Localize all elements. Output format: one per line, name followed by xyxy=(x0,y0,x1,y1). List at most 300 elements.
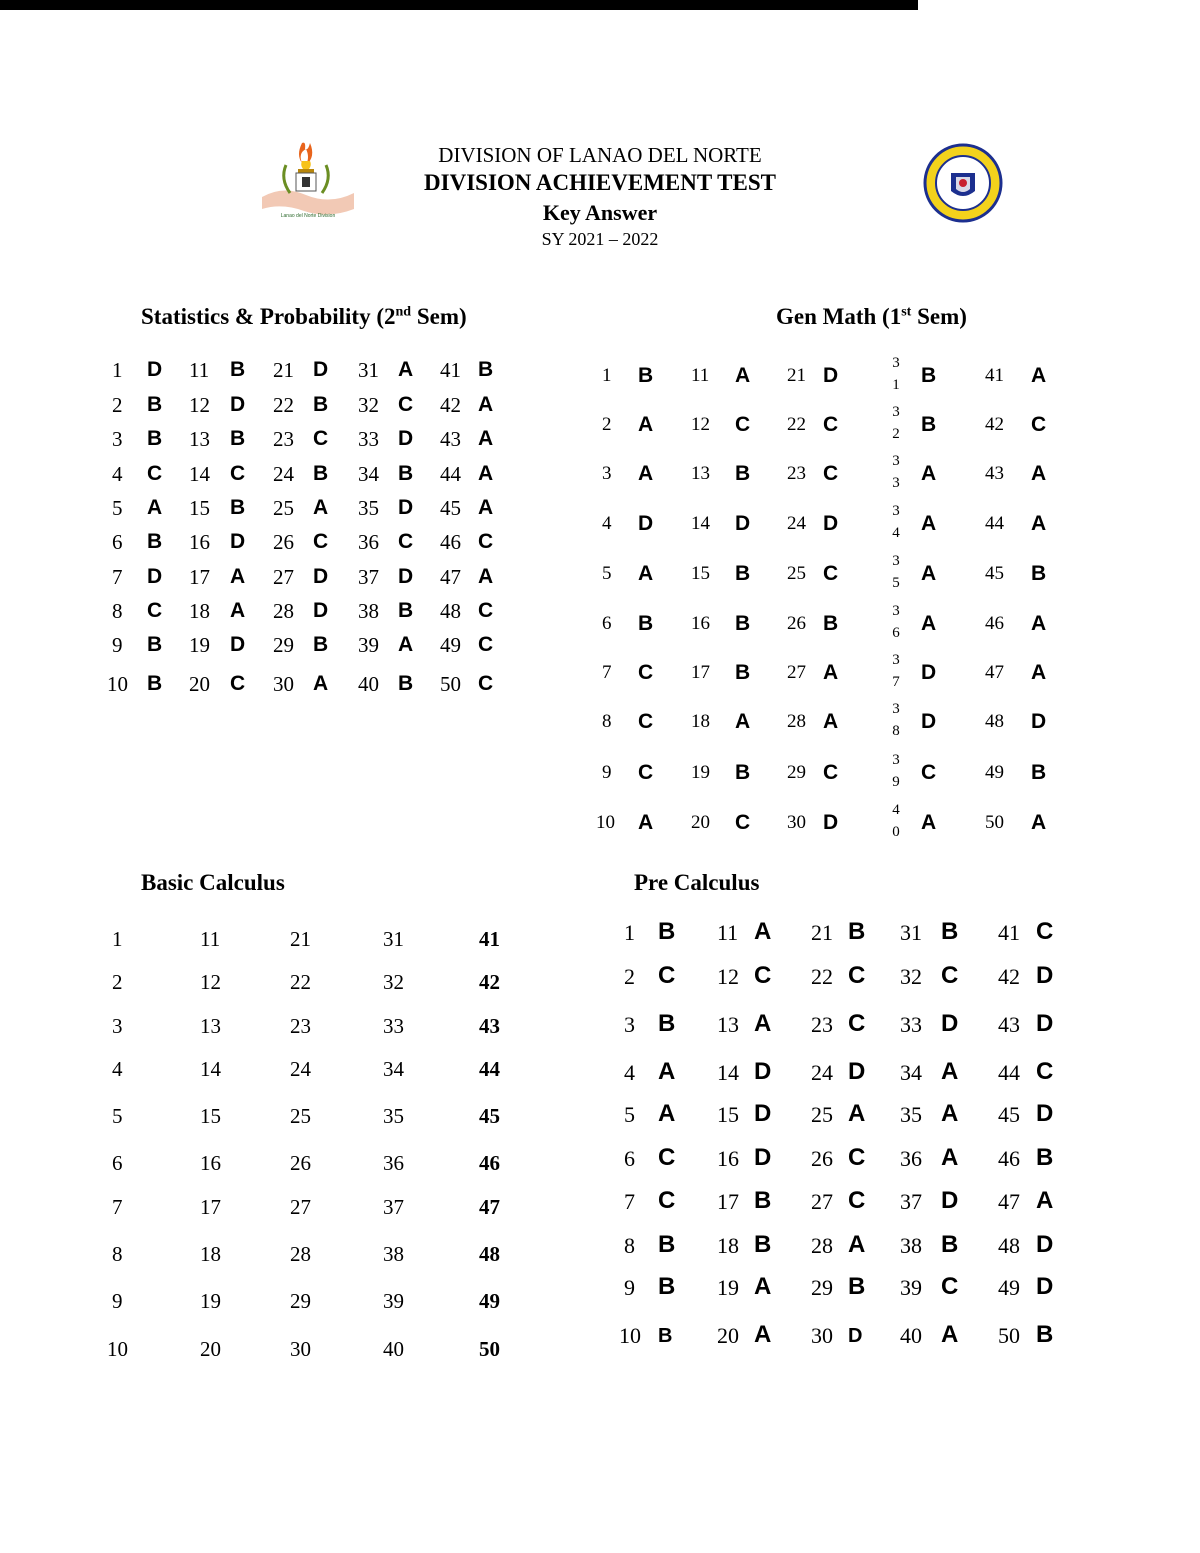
gen-math-answer: B xyxy=(823,612,839,635)
pre-calc-title: Pre Calculus xyxy=(634,870,760,895)
gen-math-answer: A xyxy=(638,413,654,436)
school-year: SY 2021 – 2022 xyxy=(541,229,659,249)
stat-prob-title xyxy=(141,304,467,330)
stat-prob-question-number: 36 xyxy=(358,530,379,554)
stat-prob-answer: C xyxy=(398,393,414,416)
basic-calc-question-number: 17 xyxy=(200,1195,221,1219)
stat-prob-question-number: 25 xyxy=(273,496,294,520)
pre-calc-answer: D xyxy=(941,1010,959,1037)
pre-calc-question-number: 50 xyxy=(998,1323,1020,1348)
gen-math-answer: C xyxy=(638,661,654,684)
stat-prob-question-number: 20 xyxy=(189,672,210,696)
stat-prob-question-number: 31 xyxy=(358,358,379,382)
basic-calc-question-number: 32 xyxy=(383,970,404,994)
gen-math-answer: D xyxy=(921,710,937,733)
basic-calc-question-number: 43 xyxy=(479,1014,500,1038)
pre-calc-answer: D xyxy=(848,1325,863,1347)
gen-math-question-number: 5 xyxy=(602,563,612,584)
stat-prob-answer: B xyxy=(398,462,414,485)
gen-math-question-number: 3 5 xyxy=(892,553,900,591)
pre-calc-question-number: 43 xyxy=(998,1012,1020,1037)
stat-prob-question-number: 7 xyxy=(112,565,123,589)
stat-prob-answer: B xyxy=(147,393,163,416)
gen-math-question-number: 48 xyxy=(985,711,1004,732)
basic-calc-question-number: 29 xyxy=(290,1289,311,1313)
pre-calc-answer: B xyxy=(1036,1144,1054,1171)
pre-calc-question-number: 11 xyxy=(717,920,739,945)
pre-calc-answer: C xyxy=(658,1144,676,1171)
pre-calc-answer: D xyxy=(754,1144,772,1171)
basic-calc-question-number: 50 xyxy=(479,1337,500,1361)
pre-calc-question-number: 38 xyxy=(900,1233,922,1258)
basic-calc-question-number: 42 xyxy=(479,970,500,994)
basic-calc-question-number: 44 xyxy=(479,1057,500,1081)
gen-math-answer: B xyxy=(735,562,751,585)
pre-calc-answer: B xyxy=(754,1231,772,1258)
pre-calc-answer: C xyxy=(848,1187,866,1214)
stat-prob-answer: D xyxy=(313,358,329,381)
basic-calc-question-number: 23 xyxy=(290,1014,311,1038)
pre-calc-answer: D xyxy=(1036,1100,1054,1127)
pre-calc-answer: A xyxy=(754,1273,772,1300)
gen-math-answer: A xyxy=(823,661,839,684)
pre-calc-answer: A xyxy=(754,1010,772,1037)
pre-calc-answer: C xyxy=(848,1144,866,1171)
gen-math-question-number: 45 xyxy=(985,563,1004,584)
stat-prob-answer: B xyxy=(313,462,329,485)
header-rule xyxy=(0,0,918,10)
stat-prob-question-number: 12 xyxy=(189,393,210,417)
pre-calc-question-number: 42 xyxy=(998,964,1020,989)
stat-prob-answer: B xyxy=(313,393,329,416)
pre-calc-question-number: 3 xyxy=(624,1012,635,1037)
gen-math-answer: C xyxy=(823,413,839,436)
gen-math-question-number: 11 xyxy=(691,365,710,386)
gen-math-title-text: Gen Math (1 xyxy=(776,304,902,329)
pre-calc-question-number: 49 xyxy=(998,1275,1020,1300)
gen-math-question-number: 13 xyxy=(691,463,710,484)
pre-calc-question-number: 45 xyxy=(998,1102,1020,1127)
basic-calc-question-number: 48 xyxy=(479,1242,500,1266)
stat-prob-answer: C xyxy=(478,599,494,622)
stat-prob-question-number: 23 xyxy=(273,427,294,451)
gen-math-question-number: 29 xyxy=(787,762,806,783)
basic-calc-question-number: 24 xyxy=(290,1057,311,1081)
gen-math-answer: C xyxy=(735,811,751,834)
pre-calc-answer: D xyxy=(1036,962,1054,989)
stat-prob-answer: D xyxy=(313,565,329,588)
gen-math-answer: C xyxy=(823,562,839,585)
pre-calc-question-number: 10 xyxy=(619,1323,641,1348)
gen-math-question-number: 21 xyxy=(787,365,806,386)
stat-prob-answer: B xyxy=(398,672,414,695)
gen-math-question-number: 17 xyxy=(691,662,710,683)
stat-prob-answer: A xyxy=(313,496,329,519)
basic-calc-question-number: 20 xyxy=(200,1337,221,1361)
basic-calc-question-number: 18 xyxy=(200,1242,221,1266)
pre-calc-answer: B xyxy=(754,1187,772,1214)
pre-calc-answer: A xyxy=(658,1100,676,1127)
gen-math-answer: B xyxy=(735,761,751,784)
gen-math-question-number: 3 9 xyxy=(892,752,900,790)
basic-calc-question-number: 25 xyxy=(290,1104,311,1128)
basic-calc-question-number: 12 xyxy=(200,970,221,994)
stat-prob-question-number: 13 xyxy=(189,427,210,451)
pre-calc-answer: D xyxy=(1036,1273,1054,1300)
basic-calc-question-number: 1 xyxy=(112,927,123,951)
stat-prob-answer: D xyxy=(230,633,246,656)
pre-calc-answer: B xyxy=(941,1231,959,1258)
basic-calc-question-number: 7 xyxy=(112,1195,123,1219)
basic-calc-question-number: 37 xyxy=(383,1195,404,1219)
pre-calc-answer: A xyxy=(848,1100,866,1127)
gen-math-question-number: 4 xyxy=(602,513,612,534)
gen-math-answer: D xyxy=(823,512,839,535)
gen-math-answer: B xyxy=(735,462,751,485)
basic-calc-question-number: 38 xyxy=(383,1242,404,1266)
pre-calc-question-number: 39 xyxy=(900,1275,922,1300)
stat-prob-question-number: 5 xyxy=(112,496,123,520)
pre-calc-question-number: 5 xyxy=(624,1102,635,1127)
stat-prob-question-number: 42 xyxy=(440,393,461,417)
stat-prob-question-number: 8 xyxy=(112,599,123,623)
gen-math-question-number: 3 xyxy=(602,463,612,484)
stat-prob-answer: B xyxy=(230,358,246,381)
pre-calc-answer: A xyxy=(754,1321,772,1348)
stat-prob-answer: C xyxy=(230,462,246,485)
gen-math-answer: D xyxy=(823,364,839,387)
stat-prob-question-number: 37 xyxy=(358,565,379,589)
pre-calc-answer: C xyxy=(658,1187,676,1214)
pre-calc-answer: A xyxy=(941,1144,959,1171)
stat-prob-answer: C xyxy=(478,530,494,553)
pre-calc-question-number: 19 xyxy=(717,1275,739,1300)
gen-math-answer: A xyxy=(921,612,937,635)
gen-math-answer: A xyxy=(921,811,937,834)
basic-calc-question-number: 31 xyxy=(383,927,404,951)
stat-prob-answer: A xyxy=(147,496,163,519)
stat-prob-answer: D xyxy=(313,599,329,622)
gen-math-answer: A xyxy=(921,462,937,485)
pre-calc-answer: C xyxy=(1036,918,1054,945)
pre-calc-answer: A xyxy=(754,918,772,945)
stat-prob-question-number: 43 xyxy=(440,427,461,451)
gen-math-question-number: 3 6 xyxy=(892,603,900,641)
gen-math-title xyxy=(776,304,967,330)
gen-math-question-number: 19 xyxy=(691,762,710,783)
stat-prob-question-number: 10 xyxy=(107,672,128,696)
pre-calc-question-number: 41 xyxy=(998,920,1020,945)
pre-calc-question-number: 12 xyxy=(717,964,739,989)
gen-math-answer: A xyxy=(1031,512,1047,535)
gen-math-answer: B xyxy=(1031,761,1047,784)
stat-prob-answer: A xyxy=(478,427,494,450)
stat-prob-question-number: 15 xyxy=(189,496,210,520)
pre-calc-question-number: 40 xyxy=(900,1323,922,1348)
gen-math-answer: B xyxy=(921,364,937,387)
stat-prob-answer: B xyxy=(478,358,494,381)
basic-calc-question-number: 8 xyxy=(112,1242,123,1266)
gen-math-question-number: 43 xyxy=(985,463,1004,484)
stat-prob-question-number: 27 xyxy=(273,565,294,589)
pre-calc-question-number: 6 xyxy=(624,1146,635,1171)
gen-math-question-number: 15 xyxy=(691,563,710,584)
gen-math-answer: A xyxy=(1031,612,1047,635)
gen-math-answer: C xyxy=(823,462,839,485)
basic-calc-question-number: 5 xyxy=(112,1104,123,1128)
gen-math-title-end: Sem) xyxy=(911,304,967,329)
gen-math-answer: A xyxy=(1031,661,1047,684)
document-subtitle: Key Answer xyxy=(542,200,658,225)
gen-math-answer: D xyxy=(638,512,654,535)
gen-math-answer: D xyxy=(823,811,839,834)
basic-calc-question-number: 21 xyxy=(290,927,311,951)
gen-math-answer: A xyxy=(638,811,654,834)
stat-prob-answer: A xyxy=(230,599,246,622)
stat-prob-answer: C xyxy=(478,633,494,656)
pre-calc-question-number: 26 xyxy=(811,1146,833,1171)
stat-prob-answer: A xyxy=(478,393,494,416)
pre-calc-answer: C xyxy=(754,962,772,989)
gen-math-question-number: 8 xyxy=(602,711,612,732)
stat-prob-answer: D xyxy=(230,393,246,416)
stat-prob-question-number: 24 xyxy=(273,462,294,486)
gen-math-question-number: 41 xyxy=(985,365,1004,386)
pre-calc-question-number: 33 xyxy=(900,1012,922,1037)
gen-math-answer: B xyxy=(921,413,937,436)
pre-calc-answer: B xyxy=(848,1273,866,1300)
gen-math-question-number: 3 4 xyxy=(892,503,900,541)
stat-prob-question-number: 26 xyxy=(273,530,294,554)
stat-prob-answer: B xyxy=(147,427,163,450)
pre-calc-question-number: 7 xyxy=(624,1189,635,1214)
gen-math-answer: C xyxy=(638,710,654,733)
stat-prob-answer: A xyxy=(230,565,246,588)
stat-prob-answer: A xyxy=(313,672,329,695)
gen-math-answer: B xyxy=(735,612,751,635)
gen-math-answer: B xyxy=(638,364,654,387)
stat-prob-answer: C xyxy=(313,427,329,450)
stat-prob-answer: A xyxy=(398,358,414,381)
gen-math-question-number: 6 xyxy=(602,613,612,634)
gen-math-question-number: 3 7 xyxy=(892,652,900,690)
division-name: DIVISION OF LANAO DEL NORTE xyxy=(438,143,762,167)
pre-calc-answer: D xyxy=(754,1058,772,1085)
basic-calc-question-number: 4 xyxy=(112,1057,123,1081)
pre-calc-question-number: 32 xyxy=(900,964,922,989)
gen-math-answer: A xyxy=(921,562,937,585)
pre-calc-answer: D xyxy=(848,1058,866,1085)
gen-math-answer: A xyxy=(638,562,654,585)
basic-calc-question-number: 16 xyxy=(200,1151,221,1175)
basic-calc-question-number: 15 xyxy=(200,1104,221,1128)
pre-calc-answer: C xyxy=(848,1010,866,1037)
pre-calc-question-number: 4 xyxy=(624,1060,635,1085)
gen-math-question-number: 2 xyxy=(602,414,612,435)
gen-math-title-sup: st xyxy=(901,304,912,320)
pre-calc-question-number: 18 xyxy=(717,1233,739,1258)
gen-math-question-number: 14 xyxy=(691,513,710,534)
pre-calc-answer: C xyxy=(848,962,866,989)
stat-prob-question-number: 14 xyxy=(189,462,210,486)
stat-prob-answer: A xyxy=(478,565,494,588)
stat-prob-answer: B xyxy=(230,496,246,519)
gen-math-question-number: 10 xyxy=(596,812,615,833)
gen-math-answer: A xyxy=(1031,364,1047,387)
stat-prob-question-number: 41 xyxy=(440,358,461,382)
gen-math-answer: A xyxy=(1031,811,1047,834)
gen-math-answer: C xyxy=(735,413,751,436)
pre-calc-answer: D xyxy=(1036,1010,1054,1037)
stat-prob-answer: B xyxy=(230,427,246,450)
basic-calc-question-number: 47 xyxy=(479,1195,500,1219)
stat-prob-question-number: 39 xyxy=(358,633,379,657)
gen-math-answer: C xyxy=(823,761,839,784)
gen-math-answer: B xyxy=(735,661,751,684)
basic-calc-question-number: 35 xyxy=(383,1104,404,1128)
basic-calc-question-number: 46 xyxy=(479,1151,500,1175)
pre-calc-question-number: 24 xyxy=(811,1060,833,1085)
basic-calc-question-number: 34 xyxy=(383,1057,404,1081)
pre-calc-question-number: 28 xyxy=(811,1233,833,1258)
gen-math-question-number: 9 xyxy=(602,762,612,783)
pre-calc-answer: B xyxy=(941,918,959,945)
basic-calc-question-number: 26 xyxy=(290,1151,311,1175)
pre-calc-question-number: 17 xyxy=(717,1189,739,1214)
gen-math-question-number: 25 xyxy=(787,563,806,584)
gen-math-answer: B xyxy=(1031,562,1047,585)
gen-math-answer: B xyxy=(638,612,654,635)
basic-calc-question-number: 14 xyxy=(200,1057,221,1081)
stat-prob-answer: C xyxy=(230,672,246,695)
pre-calc-question-number: 1 xyxy=(624,920,635,945)
basic-calc-question-number: 40 xyxy=(383,1337,404,1361)
gen-math-answer: A xyxy=(638,462,654,485)
pre-calc-answer: C xyxy=(1036,1058,1054,1085)
stat-prob-question-number: 40 xyxy=(358,672,379,696)
gen-math-question-number: 30 xyxy=(787,812,806,833)
document-title: DIVISION ACHIEVEMENT TEST xyxy=(424,170,776,195)
pre-calc-answer: C xyxy=(941,962,959,989)
pre-calc-question-number: 25 xyxy=(811,1102,833,1127)
gen-math-question-number: 49 xyxy=(985,762,1004,783)
gen-math-answer: A xyxy=(1031,462,1047,485)
gen-math-question-number: 42 xyxy=(985,414,1004,435)
stat-prob-question-number: 2 xyxy=(112,393,123,417)
pre-calc-question-number: 21 xyxy=(811,920,833,945)
stat-prob-question-number: 34 xyxy=(358,462,379,486)
stat-prob-title-sup: nd xyxy=(395,304,412,320)
basic-calc-question-number: 6 xyxy=(112,1151,123,1175)
stat-prob-answer: C xyxy=(147,599,163,622)
gen-math-question-number: 23 xyxy=(787,463,806,484)
gen-math-question-number: 16 xyxy=(691,613,710,634)
stat-prob-answer: B xyxy=(313,633,329,656)
stat-prob-title-text: Statistics & Probability (2 xyxy=(141,304,396,329)
logo-caption: Lanao del Norte Division xyxy=(280,213,336,219)
pre-calc-question-number: 14 xyxy=(717,1060,739,1085)
stat-prob-question-number: 35 xyxy=(358,496,379,520)
gen-math-question-number: 3 3 xyxy=(892,453,900,491)
stat-prob-answer: C xyxy=(147,462,163,485)
basic-calc-question-number: 39 xyxy=(383,1289,404,1313)
stat-prob-question-number: 11 xyxy=(189,358,210,382)
pre-calc-question-number: 23 xyxy=(811,1012,833,1037)
pre-calc-question-number: 44 xyxy=(998,1060,1020,1085)
pre-calc-question-number: 34 xyxy=(900,1060,922,1085)
stat-prob-answer: D xyxy=(398,565,414,588)
stat-prob-answer: B xyxy=(147,530,163,553)
stat-prob-question-number: 38 xyxy=(358,599,379,623)
stat-prob-question-number: 32 xyxy=(358,393,379,417)
pre-calc-answer: B xyxy=(1036,1321,1054,1348)
pre-calc-question-number: 37 xyxy=(900,1189,922,1214)
pre-calc-question-number: 47 xyxy=(998,1189,1020,1214)
basic-calc-question-number: 9 xyxy=(112,1289,123,1313)
gen-math-answer: C xyxy=(638,761,654,784)
basic-calc-question-number: 3 xyxy=(112,1014,123,1038)
stat-prob-answer: D xyxy=(398,427,414,450)
stat-prob-question-number: 17 xyxy=(189,565,210,589)
stat-prob-answer: B xyxy=(398,599,414,622)
gen-math-question-number: 24 xyxy=(787,513,806,534)
stat-prob-question-number: 28 xyxy=(273,599,294,623)
gen-math-question-number: 50 xyxy=(985,812,1004,833)
gen-math-question-number: 47 xyxy=(985,662,1004,683)
gen-math-question-number: 3 2 xyxy=(892,404,900,442)
basic-calc-question-number: 49 xyxy=(479,1289,500,1313)
basic-calc-question-number: 33 xyxy=(383,1014,404,1038)
pre-calc-question-number: 13 xyxy=(717,1012,739,1037)
gen-math-question-number: 46 xyxy=(985,613,1004,634)
basic-calc-question-number: 27 xyxy=(290,1195,311,1219)
stat-prob-question-number: 48 xyxy=(440,599,461,623)
gen-math-answer: C xyxy=(921,761,937,784)
stat-prob-answer: D xyxy=(398,496,414,519)
stat-prob-answer: B xyxy=(147,633,163,656)
stat-prob-question-number: 33 xyxy=(358,427,379,451)
pre-calc-question-number: 20 xyxy=(717,1323,739,1348)
gen-math-answer: D xyxy=(921,661,937,684)
gen-math-question-number: 44 xyxy=(985,513,1004,534)
basic-calc-question-number: 2 xyxy=(112,970,123,994)
stat-prob-question-number: 49 xyxy=(440,633,461,657)
stat-prob-question-number: 47 xyxy=(440,565,461,589)
pre-calc-question-number: 48 xyxy=(998,1233,1020,1258)
pre-calc-answer: C xyxy=(658,962,676,989)
gen-math-question-number: 3 1 xyxy=(892,355,900,393)
basic-calc-question-number: 13 xyxy=(200,1014,221,1038)
basic-calc-question-number: 11 xyxy=(200,927,221,951)
pre-calc-question-number: 29 xyxy=(811,1275,833,1300)
pre-calc-answer: A xyxy=(848,1231,866,1258)
gen-math-question-number: 12 xyxy=(691,414,710,435)
pre-calc-answer: C xyxy=(941,1273,959,1300)
pre-calc-answer: D xyxy=(1036,1231,1054,1258)
pre-calc-answer: B xyxy=(658,1273,676,1300)
gen-math-answer: A xyxy=(735,710,751,733)
stat-prob-question-number: 44 xyxy=(440,462,461,486)
stat-prob-answer: D xyxy=(230,530,246,553)
pre-calc-question-number: 22 xyxy=(811,964,833,989)
pre-calc-question-number: 8 xyxy=(624,1233,635,1258)
stat-prob-question-number: 1 xyxy=(112,358,123,382)
stat-prob-question-number: 16 xyxy=(189,530,210,554)
stat-prob-question-number: 22 xyxy=(273,393,294,417)
stat-prob-question-number: 3 xyxy=(112,427,123,451)
stat-prob-question-number: 29 xyxy=(273,633,294,657)
pre-calc-answer: A xyxy=(941,1100,959,1127)
